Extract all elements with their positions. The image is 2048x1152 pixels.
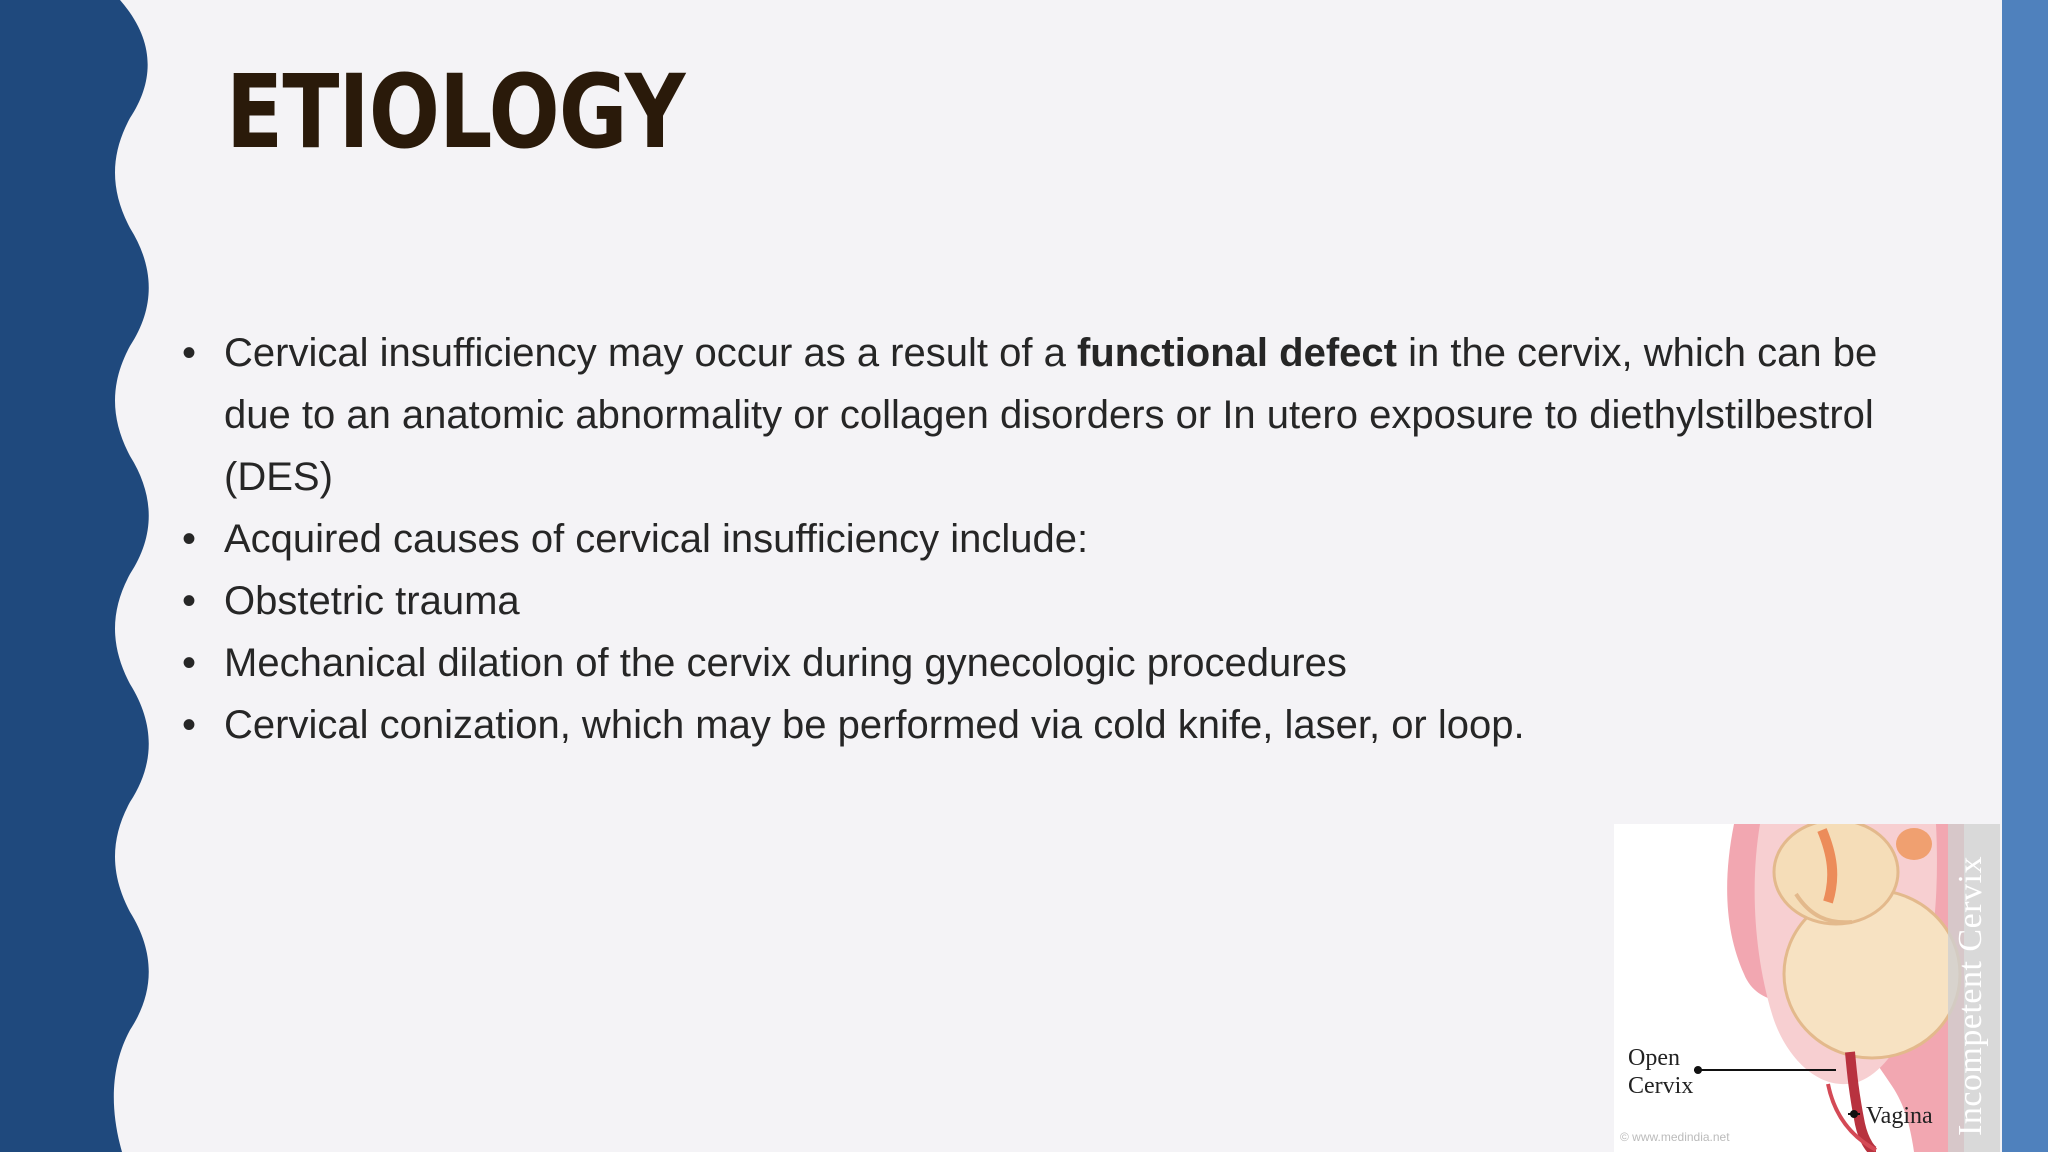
bullet-item <box>180 322 1880 508</box>
bullet-item: • Cervical conization, which may be performed via cold knife, laser, or loop. <box>180 694 1880 756</box>
slide-title: ETIOLOGY <box>226 53 685 172</box>
bullet-item: • Acquired causes of cervical insufficiency include: <box>180 508 1880 570</box>
label-vagina: Vagina <box>1866 1103 1933 1129</box>
bullet-bold-text: functional defect <box>1076 331 1397 375</box>
incompetent-cervix-illustration <box>1614 824 2000 1152</box>
left-wave-decoration <box>0 0 160 1152</box>
bullet-item: • Mechanical dilation of the cervix during gynecologic procedures <box>180 632 1880 694</box>
bullet-list <box>180 322 1880 756</box>
bullet-text: Cervical insufficiency may occur as a result of a <box>224 331 1077 375</box>
label-open-cervix: Open Cervix <box>1628 1045 1694 1099</box>
right-accent-bar <box>2002 0 2048 1152</box>
uterus-fetus-drawing <box>1614 824 2000 1152</box>
bullet-text: in the cervix, which can be due to an anatomic abnormality or collagen disorders or In utero exposure to diethylstilbestrol (DES) <box>224 331 1878 499</box>
bullet-item: • Obstetric trauma <box>180 570 1880 632</box>
figure-side-label: Incompetent Cervix <box>1952 856 1989 1136</box>
figure-watermark: © www.medindia.net <box>1620 1130 1730 1144</box>
